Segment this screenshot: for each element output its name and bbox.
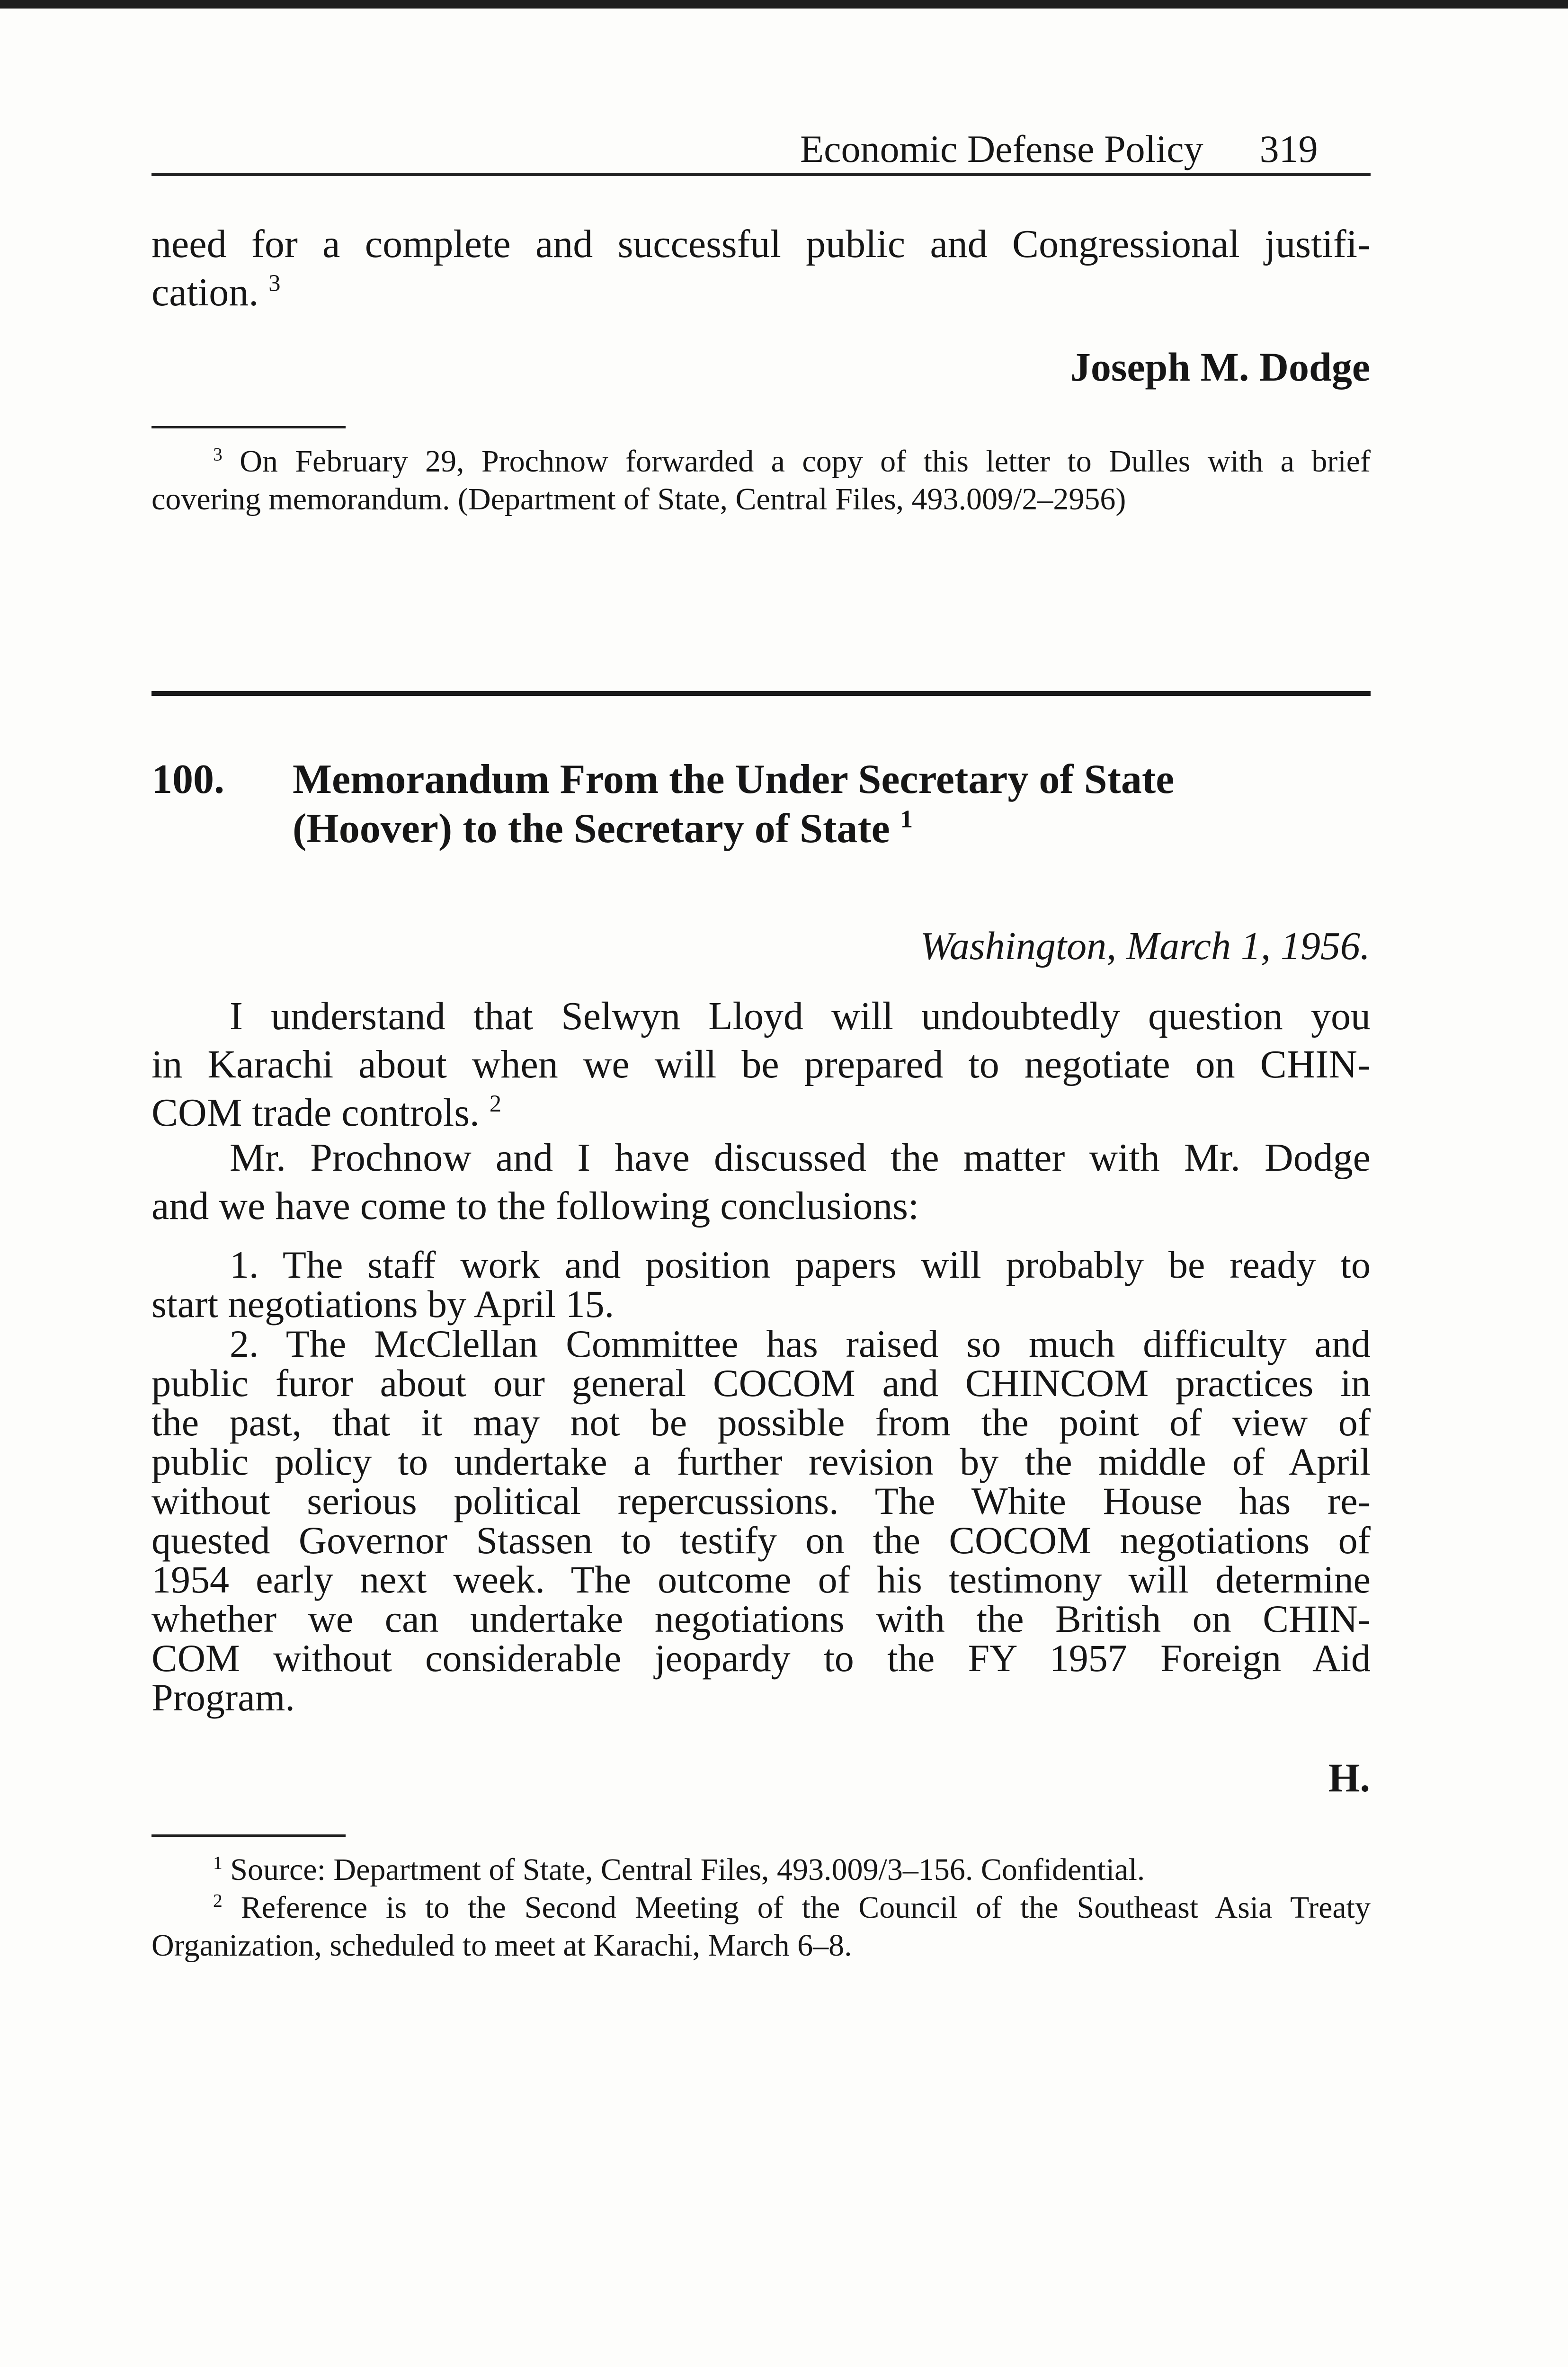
text-line: 1954 early next week. The outcome of his testimony will determine	[151, 1558, 1371, 1601]
text-line: quested Governor Stassen to testify on the COCOM negotiations of	[151, 1519, 1371, 1562]
text-line: cation. $^3$	[151, 269, 281, 314]
footnote-2: $^2$ Reference is to the Second Meeting of the Council of the Southeast Asia Treaty	[213, 1890, 1371, 1925]
signature-initial: H.	[1328, 1755, 1370, 1800]
text-line: 1. The staff work and position papers will probably be ready to	[230, 1243, 1371, 1286]
page-number: 319	[1259, 127, 1318, 170]
dateline: Washington, March 1, 1956.	[920, 924, 1370, 968]
footnote-number: 1	[213, 1852, 223, 1873]
footnote-rule	[151, 426, 346, 428]
footnote-3	[151, 443, 1371, 518]
list-item-2	[151, 1324, 1371, 1717]
previous-doc-continuation	[151, 220, 1371, 317]
document-title	[293, 755, 1381, 854]
text-line: whether we can undertake negotiations with the British on CHIN-	[151, 1597, 1371, 1640]
paragraph-1	[151, 992, 1371, 1137]
title-line: (Hoover) to the Secretary of State $^1$	[293, 805, 913, 852]
text-line: and we have come to the following conclusions:	[151, 1184, 919, 1228]
text-line: I understand that Selwyn Lloyd will undoubtedly question you	[230, 994, 1371, 1038]
footnote-line: $^3$ On February 29, Prochnow forwarded a copy of this letter to Dulles with a brief	[213, 444, 1371, 479]
list-item-1	[151, 1245, 1371, 1324]
text-line: public policy to undertake a further revision by the middle of April	[151, 1440, 1371, 1483]
text-line: Mr. Prochnow and I have discussed the matter with Mr. Dodge	[230, 1136, 1371, 1180]
section-divider	[151, 691, 1371, 696]
signature-dodge: Joseph M. Dodge	[1070, 344, 1370, 390]
text-line: the past, that it may not be possible from the point of view of	[151, 1401, 1371, 1444]
footnote-ref: 1	[900, 805, 913, 833]
footnotes	[151, 1851, 1371, 1965]
text-line: COM without considerable jeopardy to the FY 1957 Foreign Aid	[151, 1637, 1371, 1680]
footnote-number: 3	[213, 444, 223, 465]
footnote-number: 2	[213, 1890, 223, 1911]
paragraph-2	[151, 1134, 1371, 1230]
running-header	[800, 127, 1318, 171]
text-line: need for a complete and successful public and Congressional justifi-	[151, 222, 1371, 266]
footnote-rule	[151, 1834, 346, 1837]
text-line: start negotiations by April 15.	[151, 1282, 615, 1326]
header-rule	[151, 173, 1371, 176]
text-line: in Karachi about when we will be prepared to negotiate on CHIN-	[151, 1042, 1371, 1086]
text-line: COM trade controls. $^2$	[151, 1090, 502, 1135]
footnote-1: $^1$ Source: Department of State, Central Files, 493.009/3–156. Confidential.	[213, 1852, 1145, 1887]
title-line: Memorandum From the Under Secretary of State	[293, 756, 1175, 802]
footnote-line: covering memorandum. (Department of State, Central Files, 493.009/2–2956)	[151, 482, 1126, 516]
running-title: Economic Defense Policy	[800, 127, 1203, 170]
text-line: 2. The McClellan Committee has raised so much difficulty and	[230, 1322, 1371, 1365]
text-line: Program.	[151, 1676, 295, 1719]
footnote-ref: 2	[489, 1090, 502, 1117]
text-line: without serious political repercussions. The White House has re-	[151, 1479, 1371, 1522]
text-line: public furor about our general COCOM and CHINCOM practices in	[151, 1361, 1371, 1405]
document-number: 100.	[151, 756, 224, 802]
footnote-ref: 3	[268, 269, 281, 296]
scan-edge	[0, 0, 1568, 9]
footnote-line: Organization, scheduled to meet at Karachi, March 6–8.	[151, 1928, 852, 1963]
